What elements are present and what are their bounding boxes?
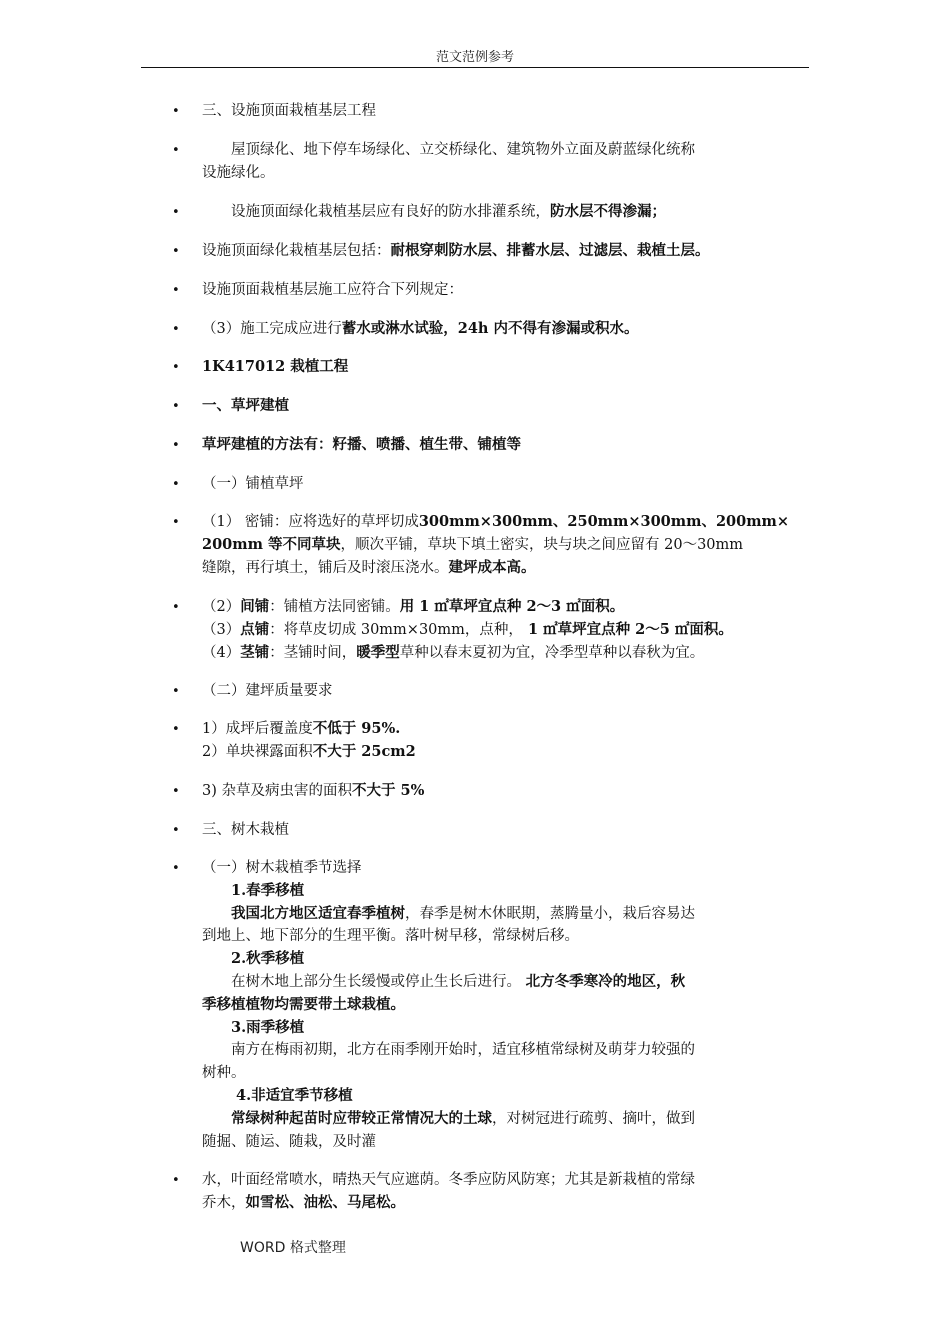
list-item-paragraph (202, 857, 814, 1153)
text-line (202, 971, 814, 994)
text-run: 草种以春末夏初为宜，冷季型草种以春秋为宜。 (399, 644, 705, 661)
text-line (202, 718, 814, 741)
list-bullet: • (172, 322, 180, 337)
text-line (202, 240, 814, 263)
text-line (202, 139, 814, 162)
bold-text: 2.秋季移植 (202, 950, 305, 968)
text-run: 树种。 (202, 1065, 246, 1082)
list-bullet: • (172, 477, 180, 492)
text-run: ，顺次平铺，草块下填土密实，块与块之间应留有 20～30mm (340, 536, 744, 553)
text-run: 到地上、地下部分的生理平衡。落叶树早移，常绿树后移。 (202, 928, 579, 945)
text-line (202, 162, 814, 185)
text-line (202, 819, 814, 842)
bold-text: 蓄水或淋水试验，24h 内不得有渗漏或积水。 (341, 320, 639, 337)
bold-text: 1.春季移植 (202, 881, 305, 899)
list-bullet: • (172, 784, 180, 799)
text-run: 南方在梅雨初期，北方在雨季刚开始时，适宜移植常绿树及萌芽力较强的 (202, 1042, 695, 1059)
text-run: （3）施工完成应进行 (202, 321, 342, 337)
text-line (202, 596, 814, 619)
text-line (202, 434, 814, 457)
list-item-paragraph (202, 780, 814, 803)
text-run: （4） (202, 644, 241, 661)
bold-text: 3.雨季移植 (202, 1018, 305, 1036)
list-item-paragraph (202, 279, 814, 302)
list-bullet: • (172, 244, 180, 259)
text-line (202, 100, 814, 123)
bold-text: 300mm×300mm、250mm×300mm、200mm× (418, 513, 790, 530)
text-line (202, 395, 814, 418)
list-bullet: • (172, 399, 180, 414)
text-line (202, 1062, 814, 1085)
bold-text: 茎铺 (240, 643, 270, 661)
text-line (202, 857, 814, 880)
text-line (202, 473, 814, 496)
text-run: 缝隙，再行填土，铺后及时滚压浇水。 (202, 559, 449, 576)
text-run: ：茎铺时间， (269, 644, 357, 661)
list-bullet: • (172, 515, 180, 530)
text-run: （1） 密铺：应将选好的草坪切成 (202, 514, 419, 530)
list-bullet: • (172, 684, 180, 699)
list-bullet: • (172, 205, 180, 220)
list-item-paragraph (202, 240, 814, 263)
header-divider (141, 67, 809, 68)
list-item-paragraph (202, 434, 814, 457)
list-bullet: • (172, 438, 180, 453)
list-item-paragraph (202, 1169, 814, 1215)
bold-text: 常绿树种起苗时应带较正常情况大的土球 (202, 1109, 492, 1127)
text-line (202, 1131, 814, 1154)
bold-text: 200mm 等不同草块 (202, 535, 341, 553)
text-run: 屋顶绿化、地下停车场绿化、立交桥绿化、建筑物外立面及蔚蓝绿化统称 (202, 142, 695, 158)
text-line (202, 619, 814, 642)
text-run: 设施顶面栽植基层施工应符合下列规定： (202, 282, 463, 298)
bold-text: 我国北方地区适宜春季植树 (202, 904, 405, 922)
text-run: 在树木地上部分生长缓慢或停止生长后进行。 (202, 973, 526, 990)
list-bullet: • (172, 600, 180, 615)
bold-text: 4.非适宜季节移植 (202, 1086, 353, 1104)
bold-text: 如雪松、油松、马尾松。 (245, 1193, 405, 1211)
text-run: 乔木， (202, 1194, 246, 1211)
text-run: （2） (202, 599, 241, 615)
page-footer: WORD 格式整理 (240, 1240, 346, 1256)
text-run: 1）成坪后覆盖度 (202, 721, 313, 737)
list-item-paragraph (202, 356, 814, 379)
text-run: （一）铺植草坪 (202, 476, 304, 492)
bold-text: 用 1 ㎡草坪宜点种 2～3 ㎡面积。 (399, 598, 625, 615)
text-run: ，春季是树木休眠期，蒸腾量小，栽后容易达 (405, 905, 695, 922)
text-run: ：铺植方法同密铺。 (269, 599, 400, 615)
bold-text: 不大于 25cm2 (312, 742, 416, 760)
text-run: 3) 杂草及病虫害的面积 (202, 783, 352, 799)
text-line (202, 925, 814, 948)
page-header-title: 范文范例参考 (435, 50, 514, 65)
text-run: ，对树冠进行疏剪、摘叶，做到 (492, 1110, 695, 1127)
text-line (202, 642, 814, 665)
text-run: 设施顶面绿化栽植基层包括： (202, 243, 391, 259)
list-item-paragraph (202, 511, 814, 579)
text-line (202, 880, 814, 903)
text-run: 2）单块裸露面积 (202, 743, 313, 760)
bold-text: 耐根穿刺防水层、排蓄水层、过滤层、栽植土层。 (390, 242, 710, 259)
text-run: 随掘、随运、随栽，及时灌 (202, 1133, 376, 1150)
bold-text: 不低于 95%. (312, 720, 401, 737)
text-run: （二）建坪质量要求 (202, 683, 333, 699)
text-line (202, 903, 814, 926)
bold-text: 不大于 5% (352, 782, 425, 799)
text-line (202, 994, 814, 1017)
list-item-paragraph (202, 395, 814, 418)
text-line (202, 201, 814, 224)
bold-text: 点铺 (240, 620, 270, 638)
list-item-paragraph (202, 139, 814, 185)
text-run: （一）树木栽植季节选择 (202, 860, 362, 876)
text-line (202, 741, 814, 764)
text-line (202, 948, 814, 971)
list-bullet: • (172, 1173, 180, 1188)
text-line (202, 1169, 814, 1192)
bold-text: 一、草坪建植 (202, 397, 289, 414)
bold-text: 1K417012 栽植工程 (202, 358, 349, 375)
text-line (202, 1017, 814, 1040)
text-line (202, 356, 814, 379)
text-run: 三、树木栽植 (202, 822, 289, 838)
list-item-paragraph (202, 596, 814, 664)
bold-text: 间铺 (240, 598, 270, 615)
bold-text: 暖季型 (356, 643, 400, 661)
list-item-paragraph (202, 819, 814, 842)
bold-text: 1 ㎡草坪宜点种 2～5 ㎡面积。 (522, 620, 733, 638)
text-run: 水，叶面经常喷水，晴热天气应遮荫。冬季应防风防寒；尤其是新栽植的常绿 (202, 1172, 695, 1188)
text-run: （3） (202, 621, 241, 638)
text-run: 三、设施顶面栽植基层工程 (202, 103, 376, 119)
text-line (202, 780, 814, 803)
text-line (202, 511, 814, 534)
list-bullet: • (172, 283, 180, 298)
list-bullet: • (172, 722, 180, 737)
text-line (202, 680, 814, 703)
list-bullet: • (172, 360, 180, 375)
text-run: ：将草皮切成 30mm×30mm，点种， (269, 621, 523, 638)
list-item-paragraph (202, 680, 814, 703)
list-item-paragraph (202, 718, 814, 764)
list-bullet: • (172, 823, 180, 838)
list-item-paragraph (202, 201, 814, 224)
text-line (202, 557, 814, 580)
list-bullet: • (172, 104, 180, 119)
bold-text: 建坪成本高。 (448, 558, 536, 576)
text-run: 设施顶面绿化栽植基层应有良好的防水排灌系统， (202, 204, 550, 220)
bold-text: 季移植植物均需要带土球栽植。 (202, 995, 405, 1013)
bold-text: 防水层不得渗漏； (550, 203, 666, 220)
text-line (202, 279, 814, 302)
text-run: 设施绿化。 (202, 164, 275, 181)
bold-text: 草坪建植的方法有：籽播、喷播、植生带、铺植等 (202, 436, 521, 453)
text-line (202, 318, 814, 341)
list-item-paragraph (202, 318, 814, 341)
text-line (202, 1108, 814, 1131)
text-line (202, 534, 814, 557)
list-item-paragraph (202, 473, 814, 496)
text-line (202, 1085, 814, 1108)
text-line (202, 1192, 814, 1215)
list-item-paragraph (202, 100, 814, 123)
bold-text: 北方冬季寒冷的地区，秋 (525, 972, 686, 990)
text-line (202, 1039, 814, 1062)
list-bullet: • (172, 143, 180, 158)
list-bullet: • (172, 861, 180, 876)
